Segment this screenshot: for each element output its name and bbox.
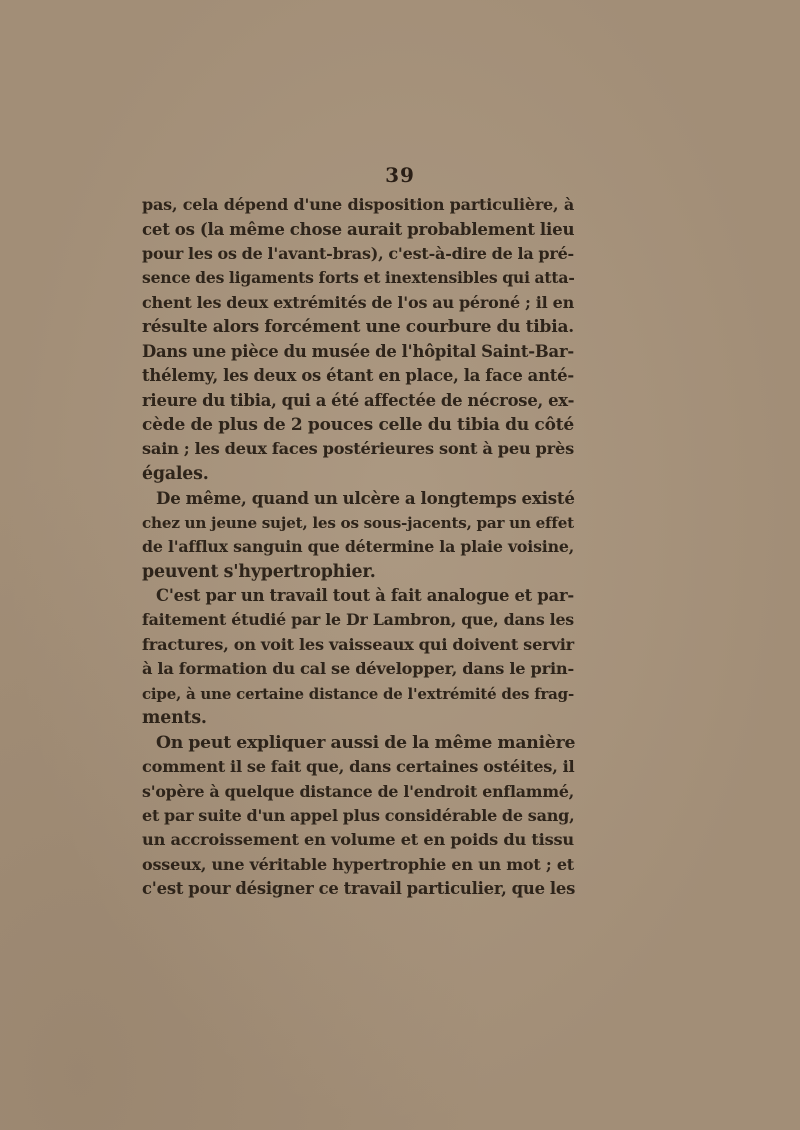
text-line: un accroissement en volume et en poids du tissu [142, 830, 574, 850]
text-line: chent les deux extrémités de l'os au péroné ; il en [142, 292, 574, 312]
text-line: de l'afflux sanguin que détermine la plaie voisine, [142, 537, 574, 557]
text-line: peuvent s'hypertrophier. [142, 561, 376, 582]
text-line: On peut expliquer aussi de la même manière [156, 732, 576, 753]
text-line: pas, cela dépend d'une disposition particulière, à [142, 195, 574, 214]
text-line: sence des ligaments forts et inextensibles qui atta- [142, 268, 575, 288]
text-line: rieure du tibia, qui a été affectée de nécrose, ex- [142, 390, 575, 410]
text-line: ments. [142, 708, 207, 729]
text-line: sain ; les deux faces postérieures sont à peu près [142, 439, 574, 459]
text-line: résulte alors forcément une courbure du tibia. [142, 317, 574, 338]
text-line: cipe, à une certaine distance de l'extrémité des frag- [142, 684, 574, 703]
text-line: cède de plus de 2 pouces celle du tibia du côté [142, 414, 574, 435]
text-line: C'est par un travail tout à fait analogue et par- [156, 586, 574, 605]
text-line: De même, quand un ulcère a longtemps existé [156, 488, 575, 509]
text-line: s'opère à quelque distance de l'endroit enflammé, [142, 781, 574, 801]
text-line: pour les os de l'avant-bras), c'est-à-dire de la pré- [142, 243, 574, 263]
text-line: chez un jeune sujet, les os sous-jacents, par un effet [142, 513, 574, 532]
text-line: égales. [142, 463, 209, 484]
text-line: c'est pour désigner ce travail particulier, que les [142, 879, 576, 899]
text-line: faitement étudié par le Dr Lambron, que, dans les [142, 610, 574, 630]
text-line: cet os (la même chose aurait probablement lieu [142, 219, 575, 240]
body-text [142, 193, 574, 902]
text-line: Dans une pièce du musée de l'hôpital Saint-Bar- [142, 341, 574, 361]
page-number: 39 [385, 163, 415, 187]
text-line: comment il se fait que, dans certaines ostéites, il [142, 757, 575, 777]
text-line: à la formation du cal se développer, dans le prin- [142, 659, 574, 679]
text-line: fractures, on voit les vaisseaux qui doivent servir [142, 634, 574, 654]
text-line: et par suite d'un appel plus considérable de sang, [142, 805, 575, 825]
text-line: osseux, une véritable hypertrophie en un mot ; et [142, 854, 574, 874]
text-line: thélemy, les deux os étant en place, la face anté- [142, 366, 574, 386]
